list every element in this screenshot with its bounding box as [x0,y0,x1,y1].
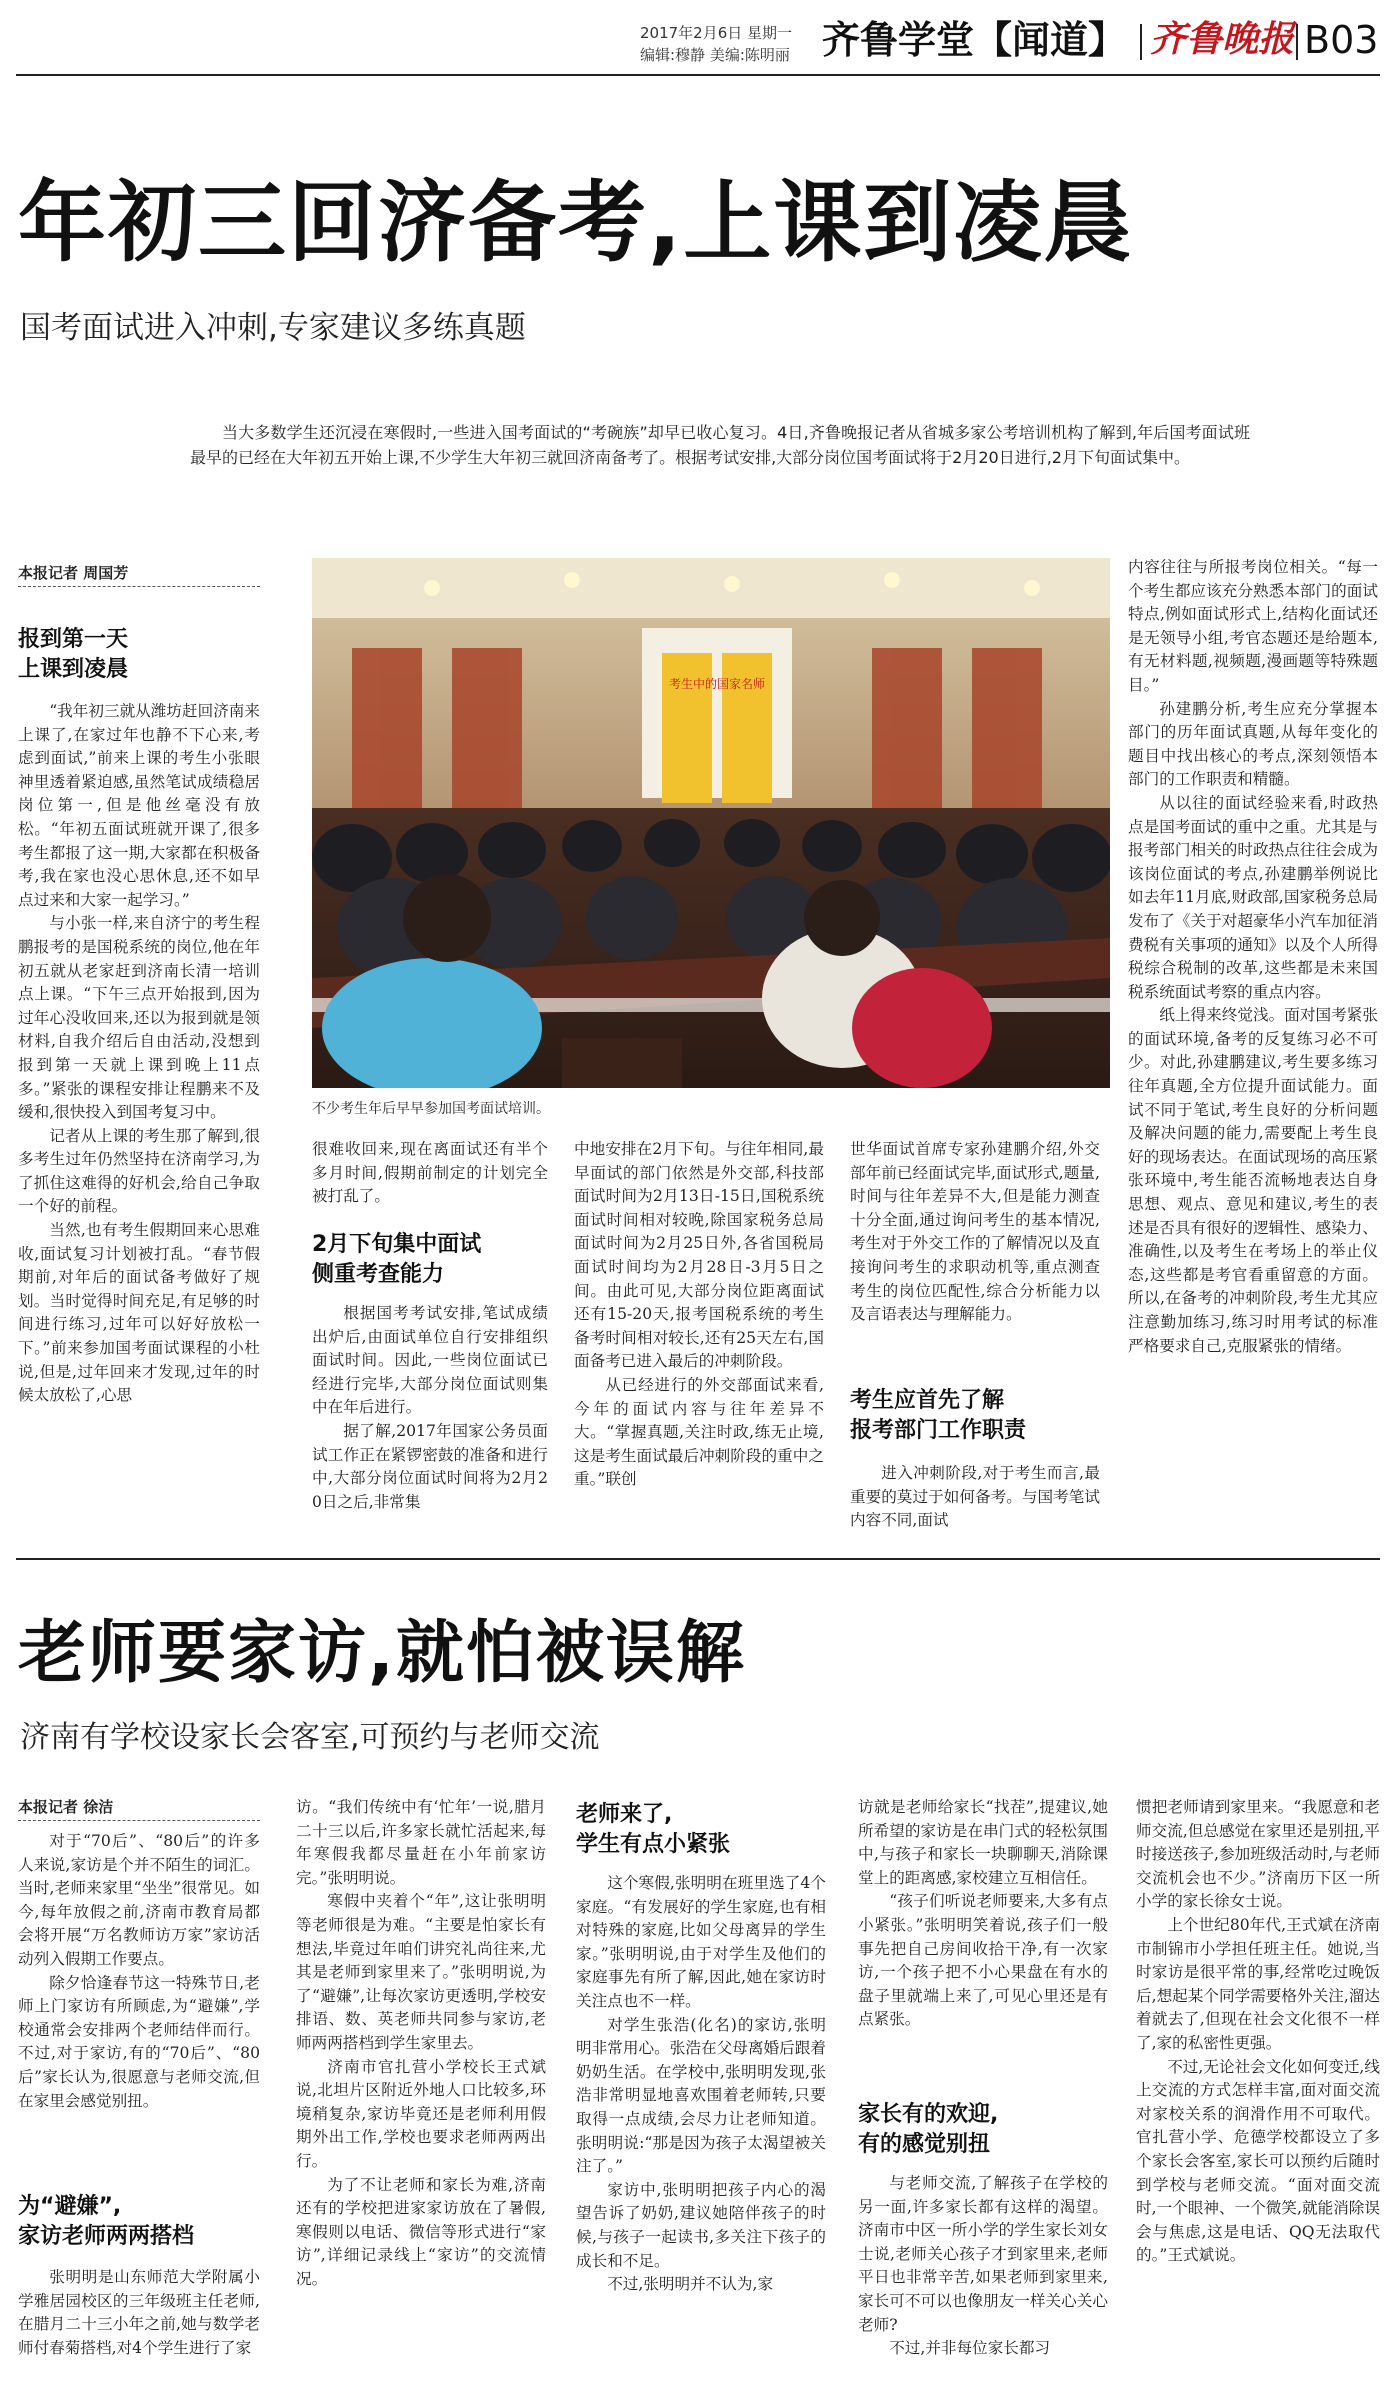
paragraph: 对于“70后”、“80后”的许多人来说,家访是个并不陌生的词汇。当时,老师来家里“坐坐”很常见。如今,每年放假之前,济南市教育局都会将开展“万名教师访万家”家访活动列入假期工作要点。 [18,1832,260,1968]
article1-col4b [850,1462,1100,1536]
article1-col4a [850,1138,1100,1372]
paragraph: 寒假中夹着个“年”,这让张明明等老师很是为难。“主要是怕家长有想法,毕竟过年咱们讲究礼尚往来,尤其是老师到家里来了。”张明明说,为了“避嫌”,让每次家访更透明,学校安排语、数、英老师共同参与家访,老师两两搭档到学生家里去。 [296,1892,546,2052]
paragraph: 与小张一样,来自济宁的考生程鹏报考的是国税系统的岗位,他在年初五就从老家赶到济南长清一培训点上课。“下午三点开始报到,因为过年心没收回来,还以为报到就是领材料,自我介绍后自由活动,没想到报到第一天就上课到晚上11点多。”紧张的课程安排让程鹏来不及缓和,很快投入到国考复习中。 [18,914,260,1122]
article1-col4-subhead: 考生应首先了解 报考部门工作职责 [850,1388,1027,1443]
paragraph: 不过,无论社会文化如何变迁,线上交流的方式怎样丰富,面对面交流对家校关系的润滑作用不可取代。官扎营小学、危德学校都设立了多个家长会客室,家长可以预约后随时到学校与老师交流。“面对面交流时,一个眼神、一个微笑,就能消除误会与焦虑,这是电话、QQ无法取代的。”王式斌说。 [1136,2057,1380,2265]
masthead-rule [16,74,1380,76]
paragraph: 这个寒假,张明明在班里选了4个家庭。“有发展好的学生家庭,也有相对特殊的家庭,比如父母离异的学生家。”张明明说,由于对学生及他们的家庭事先有所了解,因此,她在家访时关注点也不一样。 [576,1874,826,2010]
paragraph: 张明明是山东师范大学附属小学雅居园校区的三年级班主任老师,在腊月二十三小年之前,她与数学老师付春菊搭档,对4个学生进行了家 [18,2268,260,2357]
paragraph: 访。“我们传统中有‘忙年’一说,腊月二十三以后,许多家长就忙活起来,每年寒假我都尽量赶在小年前家访完。”张明明说。 [296,1798,546,1887]
paragraph: 世华面试首席专家孙建鹏介绍,外交部年前已经面试完毕,面试形式,题量,时间与往年差异不大,但是能力测查十分全面,通过询问考生的基本情况,考生对于外交工作的了解情况以及直接询问考生的求职动机等,重点测查考生的岗位匹配性,综合分析能力以及言语表达与理解能力。 [850,1140,1100,1324]
paragraph: “孩子们听说老师要来,大多有点小紧张。”张明明笑着说,孩子们一般事先把自己房间收拾干净,有一次家访,一个孩子把不小心果盘在有水的盘子里就端上来了,可见心里还是有点紧张。 [858,1892,1108,2029]
article1-lead: 当大多数学生还沉浸在寒假时,一些进入国考面试的“考碗族”却早已收心复习。4日,齐鲁晚报记者从省城多家公考培训机构了解到,年后国考面试班最早的已经在大年初五开始上课,不少学生大年初三就回济南备考了。根据考试安排,大部分岗位国考面试将于2月20日进行,2月下旬面试集中。 [190,423,1250,467]
article2-col1a [18,1830,260,2180]
article2-deck: 济南有学校设家长会客室,可预约与老师交流 [20,1720,600,1755]
paragraph: 除夕恰逢春节这一特殊节日,老师上门家访有所顾虑,为“避嫌”,学校通常会安排两个老师结伴而行。不过,对于家访,有的“70后”、“80后”家长认为,很愿意与老师交流,但在家里会感觉别扭。 [18,1973,260,2110]
paragraph: 孙建鹏分析,考生应充分掌握本部门的历年面试真题,从每年变化的题目中找出核心的考点,深刻领悟本部门的工作职责和精髓。 [1128,699,1378,789]
article1-deck: 国考面试进入冲刺,专家建议多练真题 [20,310,526,346]
paragraph: 访就是老师给家长“找茬”,提建议,她所希望的家访是在串门式的轻松氛围中,与孩子和家长一块聊聊天,消除课堂上的距离感,家校建立互相信任。 [858,1798,1108,1887]
article1-col1 [18,700,260,1535]
paragraph: 记者从上课的考生那了解到,很多考生过年仍然坚持在济南学习,为了抓住这难得的好机会,给自己争取一个好的前程。 [18,1126,260,1216]
masthead-editors: 编辑:穆静 美编:陈明丽 [640,46,790,64]
article1-col2a [312,1138,548,1210]
paragraph: 内容往往与所报考岗位相关。“每一个考生都应该充分熟悉本部门的面试特点,例如面试形式上,结构化面试还是无领导小组,考官态题还是给题本,有无材料题,视频题,漫画题等特殊题目。” [1128,558,1378,694]
paragraph: 为了不让老师和家长为难,济南还有的学校把进家家访放在了暑假,寒假则以电话、微信等形式进行“家访”,详细记录线上“家访”的交流情况。 [296,2175,546,2288]
paragraph: 当然,也有考生假期回来心思难收,面试复习计划被打乱。“春节假期前,对年后的面试备考做好了规划。当时觉得时间充足,有足够的时间进行练习,过年可以好好放松一下。”前来参加国考面试课程的小杜说,但是,过年回来才发现,过年的时候太放松了,心思 [18,1221,260,1405]
article1-col5 [1128,556,1378,1536]
article2-col4-subhead: 家长有的欢迎, 有的感觉别扭 [858,2102,999,2157]
paragraph: 家访中,张明明把孩子内心的渴望告诉了奶奶,建议她陪伴孩子的时候,与孩子一起读书,多关注下孩子的成长和不足。 [576,2180,826,2270]
article1-col2b [312,1302,548,1534]
paragraph: 对学生张浩(化名)的家访,张明明非常用心。张浩在父母离婚后跟着奶奶生活。在学校中,张明明发现,张浩非常明显地喜欢围着老师转,只要取得一点成绩,会尽力让老师知道。张明明说:“那是因为孩子太渴望被关注了。” [576,2015,826,2176]
paragraph: “我年初三就从潍坊赶回济南来上课了,在家过年也静不下心来,考虑到面试,”前来上课的考生小张眼神里透着紧迫感,虽然笔试成绩稳居岗位第一,但是他丝毫没有放松。“年初五面试班就开课了,很多考生都报了这一期,大家都在积极备考,我在家也没心思休息,还不如早点过来和大家一起学习。” [18,702,260,909]
paragraph: 据了解,2017年国家公务员面试工作正在紧锣密鼓的准备和进行中,大部分岗位面试时间将为2月20日之后,非常集 [312,1421,548,1511]
article2-col3-subhead: 老师来了, 学生有点小紧张 [576,1802,731,1857]
paragraph: 上个世纪80年代,王式斌在济南市制锦市小学担任班主任。她说,当时家访是很平常的事,经常吃过晚饭后,想起某个同学需要格外关注,溜达着就去了,但现在社会文化很不一样了,家的私密性更强。 [1136,1915,1380,2052]
paragraph: 惯把老师请到家里来。“我愿意和老师交流,但总感觉在家里还是别扭,平时接送孩子,参加班级活动时,与老师交流机会也不少。”济南历下区一所小学的家长徐女士说。 [1136,1798,1380,1911]
article1-col1-subhead: 报到第一天 上课到凌晨 [18,627,129,682]
article2-col1-subhead: 为“避嫌”, 家访老师两两搭档 [18,2194,195,2249]
masthead-paper-logo: 齐鲁晚报 [1150,19,1295,60]
article1-col3 [574,1138,824,1536]
article-divider [16,1558,1380,1560]
masthead-section: 齐鲁学堂【闻道】 [822,18,1127,62]
photo-banner-icon [662,653,712,803]
classroom-photo-image [312,558,1110,1088]
photo-banner-text: 考生中的国家名师 [669,677,766,691]
paragraph: 济南市官扎营小学校长王式斌说,北坦片区附近外地人口比较多,环境稍复杂,家访毕竟还是老师利用假期外出工作,学校也要求老师两两出行。 [296,2057,546,2170]
article1-byline: 本报记者 周国芳 [18,562,260,587]
classroom-photo [312,558,1110,1088]
article2-col5 [1136,1796,1380,2382]
page-number: B03 [1304,18,1379,62]
article2-col4a [858,1796,1108,2088]
article2-col4b [858,2172,1108,2382]
masthead-date: 2017年2月6日 星期一 [640,24,793,42]
article2-col3 [576,1872,826,2382]
article2-col1b [18,2266,260,2382]
article1-col2-subhead: 2月下旬集中面试 侧重考查能力 [312,1232,482,1287]
paragraph: 纸上得来终觉浅。面对国考紧张的面试环境,备考的反复练习必不可少。对此,孙建鹏建议,考生要多练习往年真题,全方位提升面试能力。面试不同于笔试,考生良好的分析问题及解决问题的能力,需要配上考生良好的现场表达。在面试现场的高压紧张环境中,考生能否流畅地表达自身思想、观点、意见和建议,考生的表述是否具有很好的逻辑性、感染力、准确性,以及考生在考场上的举止仪态,这些都是考官看重留意的方面。所以,在备考的冲刺阶段,考生尤其应注意勤加练习,练习时用考试的标准严格要求自己,克服紧张的情绪。 [1128,1006,1378,1355]
paragraph: 从已经进行的外交部面试来看,今年的面试内容与往年差异不大。“掌握真题,关注时政,练无止境,这是考生面试最后冲刺阶段的重中之重。”联创 [574,1375,824,1489]
photo-caption: 不少考生年后早早参加国考面试培训。 [312,1101,550,1117]
article1-headline: 年初三回济备考,上课到凌晨 [18,171,1134,274]
paragraph: 不过,并非每位家长都习 [889,2339,1051,2358]
paragraph: 根据国考考试安排,笔试成绩出炉后,由面试单位自行安排组织面试时间。因此,一些岗位面试已经进行完毕,大部分岗位面试则集中在年后进行。 [312,1304,548,1417]
paragraph: 很难收回来,现在离面试还有半个多月时间,假期前制定的计划完全被打乱了。 [312,1140,548,1206]
paragraph: 进入冲刺阶段,对于考生而言,最重要的莫过于如何备考。与国考笔试内容不同,面试 [850,1464,1100,1530]
article2-byline: 本报记者 徐洁 [18,1796,260,1821]
paragraph: 中地安排在2月下旬。与往年相同,最早面试的部门依然是外交部,科技部面试时间为2月13日-15日,国税系统面试时间相对较晚,除国家税务总局面试时间为2月25日外,各省国税局面试时间均为2月28日-3月5日之间。由此可见,大部分岗位距离面试还有15-20天,报考国税系统的考生备考时间相对较长,还有25天左右,国面备考已进入最后的冲刺阶段。 [574,1140,824,1371]
paragraph: 不过,张明明并不认为,家 [607,2275,774,2294]
article2-headline: 老师要家访,就怕被误解 [18,1614,746,1693]
paragraph: 与老师交流,了解孩子在学校的另一面,许多家长都有这样的渴望。济南市中区一所小学的学生家长刘女士说,老师关心孩子才到家里来,老师平日也非常辛苦,如果老师到家里来,家长可不可以也像朋友一样关心关心老师? [858,2174,1108,2334]
masthead [0,0,1395,70]
paragraph: 从以往的面试经验来看,时政热点是国考面试的重中之重。尤其是与报考部门相关的时政热点往往会成为该岗位面试的考点,孙建鹏举例说比如去年11月底,财政部,国家税务总局发布了《关于对超豪华小汽车加征消费税有关事项的通知》以及个人所得税综合税制的改革,这些都是未来国税系统面试考察的重点内容。 [1128,793,1378,1001]
article2-col2 [296,1796,546,2382]
